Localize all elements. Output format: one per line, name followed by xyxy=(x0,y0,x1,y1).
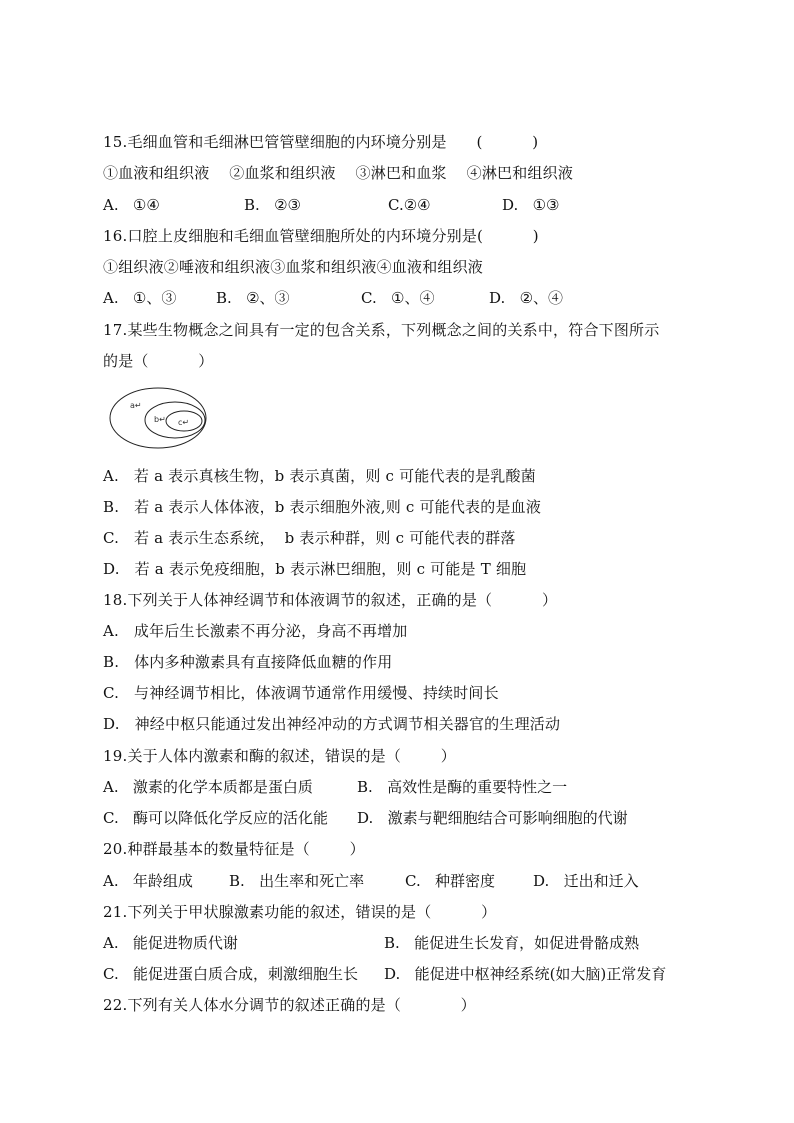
q20-option-d: D. 迁出和迁入 xyxy=(533,872,639,890)
q22-stem: 22.下列有关人体水分调节的叙述正确的是（ ） xyxy=(103,996,476,1014)
q20-option-a: A. 年龄组成 xyxy=(103,872,193,890)
q21-stem: 21.下列关于甲状腺激素功能的叙述，错误的是（ ） xyxy=(103,903,497,921)
q16-items: ①组织液②唾液和组织液③血浆和组织液④血液和组织液 xyxy=(103,258,484,276)
q18-option-c: C. 与神经调节相比，体液调节通常作用缓慢、持续时间长 xyxy=(103,684,499,702)
q17-option-d: D. 若 a 表示免疫细胞，b 表示淋巴细胞，则 c 可能是 T 细胞 xyxy=(103,560,527,578)
q17-option-b: B. 若 a 表示人体体液，b 表示细胞外液,则 c 可能代表的是血液 xyxy=(103,498,542,516)
q19-option-d: D. 激素与靶细胞结合可影响细胞的代谢 xyxy=(357,809,628,827)
q18-option-b: B. 体内多种激素具有直接降低血糖的作用 xyxy=(103,653,393,671)
q15-stem: 15.毛细血管和毛细淋巴管管壁细胞的内环境分别是 ( ) xyxy=(103,133,539,151)
label-c: c↵ xyxy=(178,418,190,427)
q15-option-d: D. ①③ xyxy=(502,196,560,214)
q21-option-c: C. 能促进蛋白质合成，刺激细胞生长 xyxy=(103,965,359,983)
concept-inclusion-diagram xyxy=(108,386,208,450)
q16-option-d: D. ②、④ xyxy=(489,289,564,307)
label-b: b↵ xyxy=(154,415,166,424)
q19-option-b: B. 高效性是酶的重要特性之一 xyxy=(357,778,568,796)
q20-option-c: C. 种群密度 xyxy=(405,872,496,890)
q16-stem: 16.口腔上皮细胞和毛细血管壁细胞所处的内环境分别是( ) xyxy=(103,227,539,245)
q18-option-d: D. 神经中枢只能通过发出神经冲动的方式调节相关器官的生理活动 xyxy=(103,715,561,733)
q17-option-a: A. 若 a 表示真核生物，b 表示真菌，则 c 可能代表的是乳酸菌 xyxy=(103,467,536,485)
q21-option-d: D. 能促进中枢神经系统(如大脑)正常发育 xyxy=(384,965,667,983)
q18-option-a: A. 成年后生长激素不再分泌，身高不再增加 xyxy=(103,622,408,640)
q19-option-c: C. 酶可以降低化学反应的活化能 xyxy=(103,809,329,827)
q17-stem-line1: 17.某些生物概念之间具有一定的包含关系，下列概念之间的关系中，符合下图所示 xyxy=(103,321,660,339)
q20-stem: 20.种群最基本的数量特征是（ ） xyxy=(103,840,365,858)
q21-option-a: A. 能促进物质代谢 xyxy=(103,934,238,952)
q16-option-b: B. ②、③ xyxy=(216,289,290,307)
q20-option-b: B. 出生率和死亡率 xyxy=(229,872,365,890)
q17-stem-line2: 的是（ ） xyxy=(103,352,214,370)
q17-option-c: C. 若 a 表示生态系统， b 表示种群，则 c 可能代表的群落 xyxy=(103,529,516,547)
q16-option-c: C. ①、④ xyxy=(361,289,435,307)
q15-option-c: C.②④ xyxy=(388,196,431,214)
q21-option-b: B. 能促进生长发育，如促进骨骼成熟 xyxy=(384,934,640,952)
q19-option-a: A. 激素的化学本质都是蛋白质 xyxy=(103,778,313,796)
q16-option-a: A. ①、③ xyxy=(103,289,177,307)
q15-option-b: B. ②③ xyxy=(244,196,301,214)
q18-stem: 18.下列关于人体神经调节和体液调节的叙述，正确的是（ ） xyxy=(103,591,558,609)
q15-option-a: A. ①④ xyxy=(103,196,160,214)
q15-items: ①血液和组织液 ②血浆和组织液 ③淋巴和血浆 ④淋巴和组织液 xyxy=(103,164,574,182)
label-a: a↵ xyxy=(130,401,142,410)
q19-stem: 19.关于人体内激素和酶的叙述，错误的是（ ） xyxy=(103,747,457,765)
